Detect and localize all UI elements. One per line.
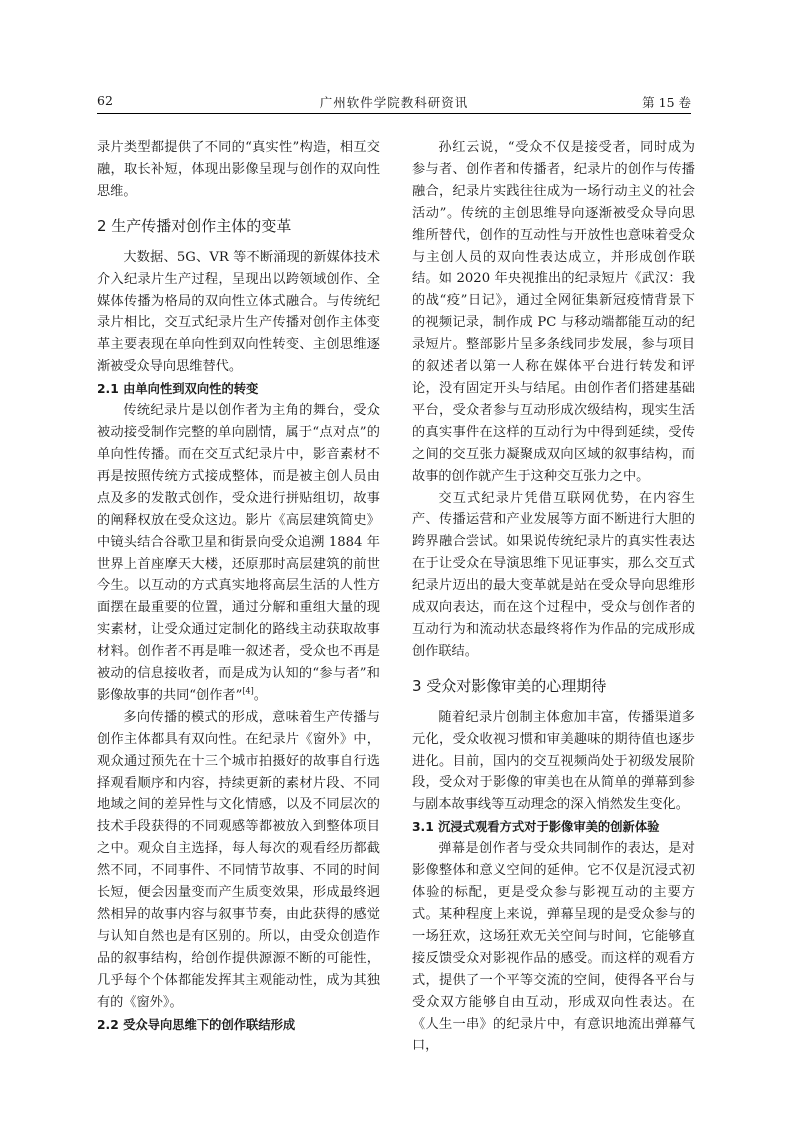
paragraph-text: 传统纪录片是以创作者为主角的舞台，受众被动接受制作完整的单向剧情，属于“点对点”的单向性传播。而在交互式纪录片中，影音素材不再是按照传统方式接成整体，而是被主创人员由点及多的发散式创作，受众进行拼贴组切，故事的阐释权放在受众这边。影片《高层建筑简史》中镜头结合谷歌卫星和街景向受众追溯 1884 年世界上首座摩天大楼，还原那时高层建筑的前世今生。以互动的方式真实地将高层生活的人性方面摆在最重要的位置，通过分解和重组大量的现实素材，让受众通过定制化的路线主动获取故事材料。创作者不再是唯一叙述者，受众也不再是被动的信息接收者，而是成为认知的“参与者”和影像故事的共同“创作者” [97,403,380,703]
paragraph: 弹幕是创作者与受众共同制作的表达，是对影像整体和意义空间的延伸。它不仅是沉浸式初体验的标配，更是受众参与影视互动的主要方式。某种程度上来说，弹幕呈现的是受众参与的一场狂欢，这场狂欢无关空间与时间，它能够直接反馈受众对影视作品的感受。而这样的观看方式，提供了一个平等交流的空间，使得各平台与受众双方能够自由互动，形成双向性表达。在《人生一串》的纪录片中，有意识地流出弹幕气口， [412,841,695,1054]
paragraph: 随着纪录片创制主体愈加丰富，传播渠道多元化，受众收视习惯和审美趣味的期待值也逐步进化。目前，国内的交互视频尚处于初级发展阶段，受众对于影像的审美也在从简单的弹幕到参与剧本故事线等互动理念的深入悄然发生变化。 [412,709,695,813]
volume-label: 第 15 卷 [642,95,691,110]
running-header [97,89,691,114]
section-heading: 3 受众对影像审美的心理期待 [412,676,607,695]
section-heading: 2 生产传播对创作主体的变革 [97,216,292,235]
paragraph: 大数据、5G、VR 等不断涌现的新媒体技术介入纪录片生产过程，呈现出以跨领域创作、全媒体传播为格局的双向性立体式融合。与传统纪录片相比，交互式纪录片生产传播对创作主体变革主要表现在单向性到双向性转变、主创思维逐渐被受众导向思维替代。 [97,249,380,375]
paragraph: 孙红云说，“受众不仅是接受者，同时成为参与者、创作者和传播者，纪录片的创作与传播融合，纪录片实践往往成为一场行动主义的社会活动”。传统的主创思维导向逐渐被受众导向思维所替代，创作的互动性与开放性也意味着受众与主创人员的双向性表达成立，并形成创作联结。如 2020 年央视推出的纪录短片《武汉：我的战“疫”日记》，通过全网征集新冠疫情背景下的视频记录，制作成 PC 与移动端都能互动的纪录短片。整部影片呈多条线同步发展，参与项目的叙述者以第一人称在媒体平台进行转发和评论，没有固定开头与结尾。由创作者们搭建基础平台，受众者参与互动形成次级结构，现实生活的真实事件在这样的互动行为中得到延续，受传之间的交互张力凝聚成双向区域的叙事结构，而故事的创作就产生于这种交互张力之中。 [412,140,695,484]
subsection-heading: 2.2 受众导向思维下的创作联结形成 [97,1017,296,1032]
subsection-heading: 3.1 沉浸式观看方式对于影像审美的创新体验 [412,820,660,835]
paragraph [97,400,380,707]
left-column [97,137,380,1036]
page-number: 62 [97,93,113,108]
paragraph-end: 。 [253,687,267,703]
paragraph: 交互式纪录片凭借互联网优势，在内容生产、传播运营和产业发展等方面不断进行大胆的跨界融合尝试。如果说传统纪录片的真实性表达在于让受众在导演思维下见证事实，那么交互式纪录片迈出的最大变革就是站在受众导向思维形成双向表达，而在这个过程中，受众与创作者的互动行为和流动状态最终将作为作品的完成形成创作联结。 [412,490,695,659]
right-column [412,137,695,1057]
subsection-heading: 2.1 由单向性到双向性的转变 [97,382,259,397]
journal-title: 广州软件学院教科研资讯 [319,95,469,110]
citation-ref: [4] [242,686,254,696]
paragraph: 多向传播的模式的形成，意味着生产传播与创作主体都具有双向性。在纪录片《窗外》中，观众通过预先在十三个城市拍摄好的故事自行选择观看顺序和内容，持续更新的素材片段、不同地域之间的差异性与文化情感，以及不同层次的技术手段获得的不同观感等都被放入到整体项目之中。观众自主选择，每人每次的观看经历都截然不同，不同事件、不同情节故事、不同的时间长短，便会因量变而产生质变效果，形成最终迥然相异的故事内容与叙事节奏，由此获得的感觉与认知自然也是有区别的。所以，由受众创造作品的叙事结构，给创作提供源源不断的可能性，几乎每个个体都能发挥其主观能动性，成为其独有的《窗外》。 [97,709,380,1010]
paragraph: 录片类型都提供了不同的“真实性”构造，相互交融，取长补短，体现出影像呈现与创作的双向性思维。 [97,140,380,199]
